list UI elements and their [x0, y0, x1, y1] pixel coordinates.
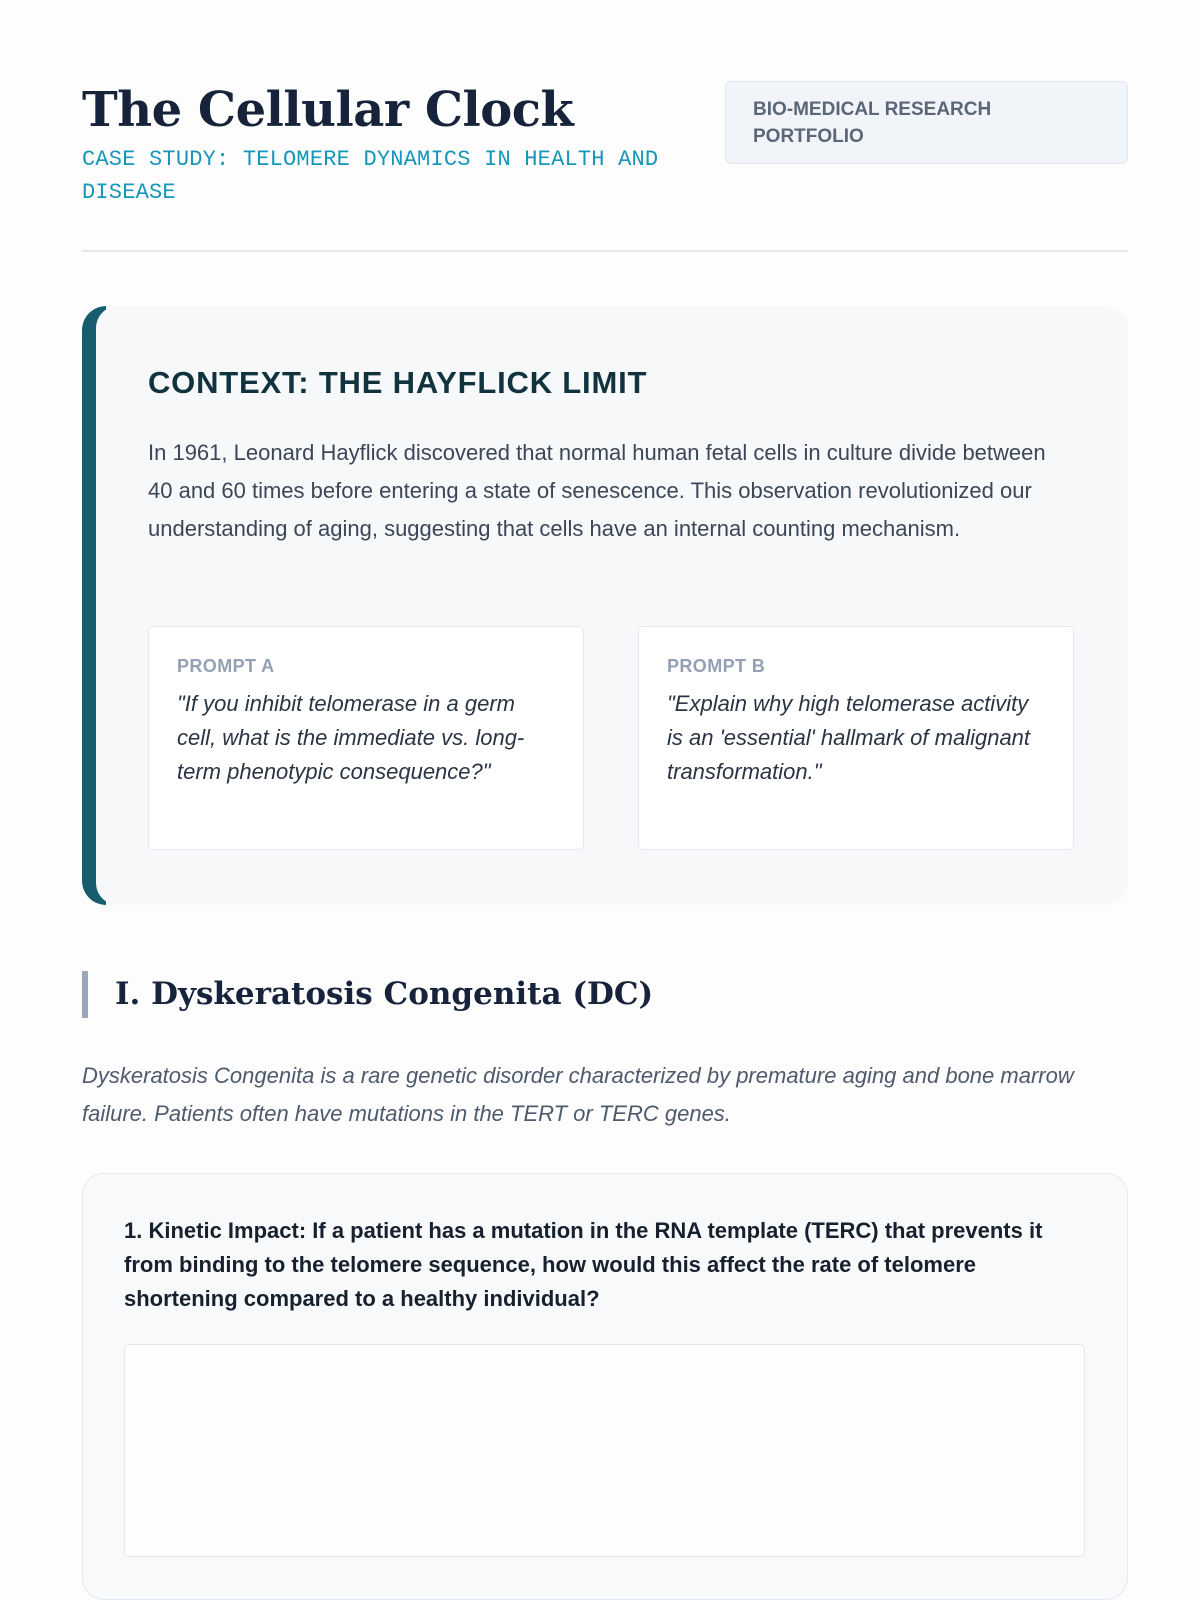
prompt-card-b [638, 626, 1074, 850]
context-accent-bar [82, 306, 106, 905]
page [82, 0, 1128, 1311]
page-subtitle: CASE STUDY: TELOMERE DYNAMICS IN HEALTH AND DISEASE [82, 147, 659, 205]
answer-textarea[interactable] [124, 1344, 1085, 1557]
context-body: In 1961, Leonard Hayflick discovered that normal human fetal cells in culture divide between 40 and 60 times before entering a state of senescence. This observation revolutionized our understanding of aging, suggesting that cells have an internal counting mechanism. [148, 440, 1046, 541]
prompt-text: "If you inhibit telomerase in a germ cell, what is the immediate vs. long-term phenotypic consequence?" [177, 691, 525, 784]
section-heading: I. Dyskeratosis Congenita (DC) [82, 971, 653, 1018]
question-text: 1. Kinetic Impact: If a patient has a mutation in the RNA template (TERC) that prevents it from binding to the telomere sequence, how would this affect the rate of telomere shortening compared to a healthy individual? [124, 1218, 1043, 1311]
section-description: Dyskeratosis Congenita is a rare genetic disorder characterized by premature aging and bone marrow failure. Patients often have mutations in the TERT or TERC genes. [82, 1063, 1074, 1126]
prompt-label: PROMPT A [177, 656, 275, 676]
portfolio-badge: BIO-MEDICAL RESEARCH PORTFOLIO [725, 81, 1128, 164]
page-header [82, 0, 1128, 252]
page-title: The Cellular Clock [82, 82, 574, 138]
prompt-label: PROMPT B [667, 656, 766, 676]
context-card [82, 306, 1128, 905]
question-card [82, 1173, 1128, 1600]
prompt-text: "Explain why high telomerase activity is an 'essential' hallmark of malignant transformation." [667, 691, 1031, 784]
context-title: CONTEXT: THE HAYFLICK LIMIT [148, 365, 648, 400]
prompt-card-a [148, 626, 584, 850]
